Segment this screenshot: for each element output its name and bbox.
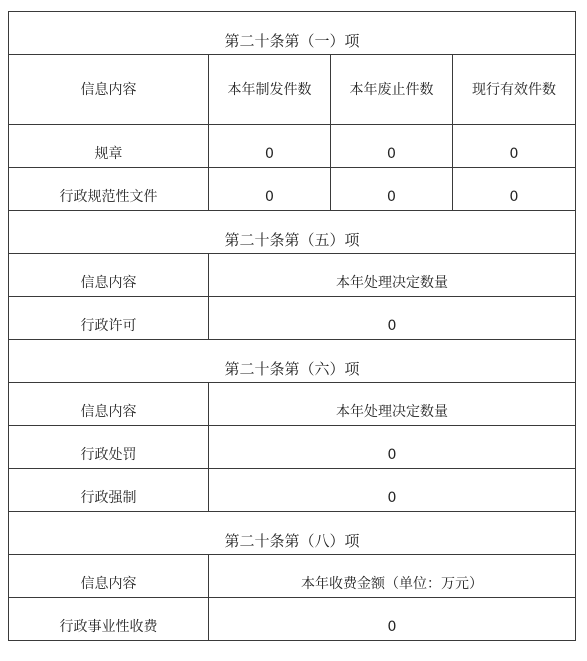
row-value — [209, 469, 576, 512]
section-title — [9, 340, 576, 383]
row-value-text: 0 — [265, 189, 274, 205]
row-label-text: 行政处罚 — [80, 447, 137, 463]
table-row — [9, 168, 576, 211]
row-label — [9, 426, 209, 469]
section-title — [9, 512, 576, 555]
section-title-text: 第二十条第（一）项 — [224, 32, 360, 50]
header-cell — [9, 254, 209, 297]
row-value — [209, 297, 576, 340]
section-title-row — [9, 12, 576, 55]
row-label-text: 行政许可 — [80, 318, 137, 334]
row-label-text: 行政规范性文件 — [59, 189, 158, 205]
header-cell — [9, 555, 209, 598]
row-value-text: 0 — [387, 619, 397, 635]
header-row — [9, 383, 576, 426]
section-title-row — [9, 512, 576, 555]
row-value-text: 0 — [387, 189, 396, 205]
table-row — [9, 125, 576, 168]
section-title — [9, 12, 576, 55]
row-label-text: 行政强制 — [80, 490, 137, 506]
row-label-text: 规章 — [94, 146, 123, 162]
row-value-text: 0 — [509, 146, 519, 162]
header-cell: 本年废止件数 — [331, 55, 453, 125]
row-label-text: 行政事业性收费 — [59, 619, 158, 635]
header-text: 本年收费金额（单位：万元） — [301, 576, 483, 592]
row-value — [453, 168, 576, 211]
section-title-text: 第二十条第（六）项 — [224, 360, 360, 378]
table-row — [9, 426, 576, 469]
row-label — [9, 598, 209, 641]
table-row — [9, 598, 576, 641]
section-title-row — [9, 211, 576, 254]
table-row — [9, 297, 576, 340]
header-cell: 本年制发件数 — [209, 55, 331, 125]
row-value — [209, 426, 576, 469]
header-row — [9, 555, 576, 598]
header-text: 本年处理决定数量 — [336, 275, 448, 291]
row-label — [9, 125, 209, 168]
row-label — [9, 168, 209, 211]
row-value-text: 0 — [387, 490, 397, 506]
row-value — [331, 168, 453, 211]
header-cell — [209, 383, 576, 426]
row-value-text: 0 — [509, 189, 519, 205]
row-value — [453, 125, 576, 168]
header-text: 信息内容 — [80, 275, 137, 291]
row-value-text: 0 — [387, 318, 397, 334]
section-title — [9, 211, 576, 254]
row-label — [9, 469, 209, 512]
header-cell — [209, 555, 576, 598]
row-value-text: 0 — [387, 146, 396, 162]
header-row — [9, 55, 576, 125]
row-value — [209, 168, 331, 211]
header-text: 信息内容 — [80, 404, 137, 420]
section-title-text: 第二十条第（八）项 — [224, 532, 360, 550]
row-value — [331, 125, 453, 168]
row-value-text: 0 — [387, 447, 397, 463]
disclosure-table — [8, 11, 576, 641]
row-value-text: 0 — [265, 146, 274, 162]
header-cell — [209, 254, 576, 297]
header-cell: 现行有效件数 — [453, 55, 576, 125]
row-value — [209, 598, 576, 641]
row-value — [209, 125, 331, 168]
section-title-text: 第二十条第（五）项 — [224, 231, 360, 249]
header-cell: 信息内容 — [9, 55, 209, 125]
header-cell — [9, 383, 209, 426]
header-text: 信息内容 — [80, 576, 137, 592]
header-text: 本年处理决定数量 — [336, 404, 448, 420]
table-row — [9, 469, 576, 512]
row-label — [9, 297, 209, 340]
section-title-row — [9, 340, 576, 383]
header-row — [9, 254, 576, 297]
